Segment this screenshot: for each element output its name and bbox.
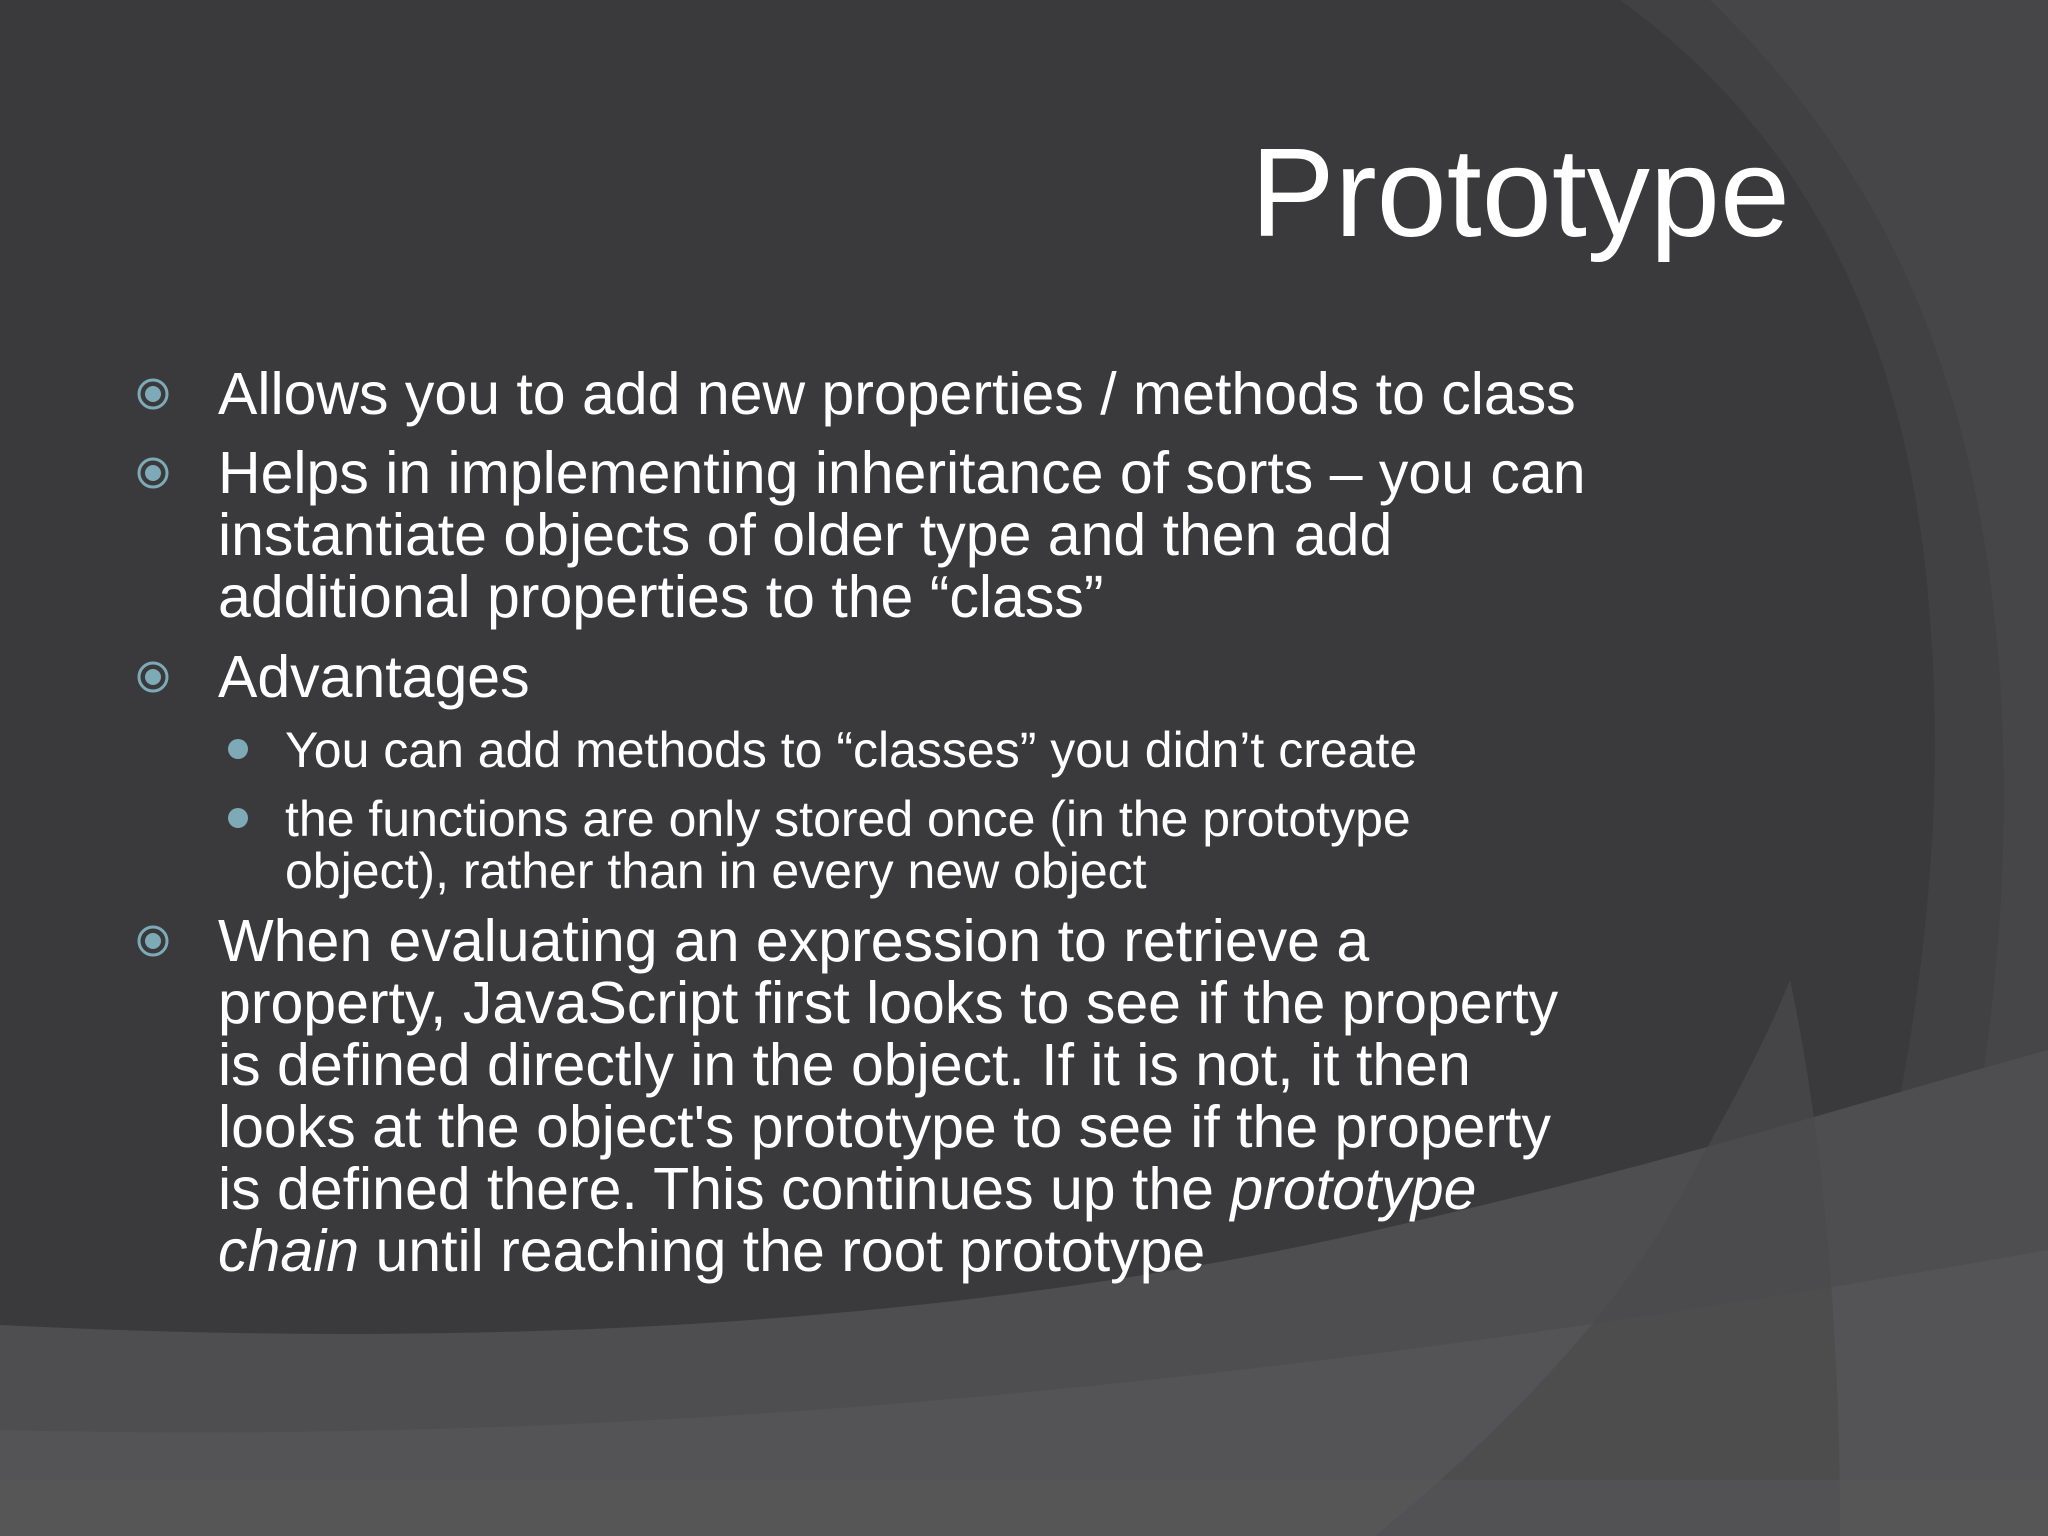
- slide-title: Prototype: [1250, 122, 1790, 263]
- bullet-text-line: When evaluating an expression to retrieve a: [218, 908, 1370, 974]
- target-circle-icon: [136, 456, 170, 490]
- line-prefix: is defined there. This continues up the: [218, 1156, 1231, 1222]
- line-suffix: until reaching the root prototype: [359, 1218, 1206, 1284]
- bullet-item: [218, 910, 1558, 1282]
- bullet-item: [218, 646, 530, 708]
- bullet-text: Allows you to add new properties / methods to class: [218, 361, 1576, 427]
- bullet-text-line: looks at the object's prototype to see if the property: [218, 1094, 1551, 1160]
- bullet-text-line: property, JavaScript first looks to see if the property: [218, 970, 1559, 1036]
- target-circle-icon: [136, 924, 170, 958]
- bullet-text-line: Helps in implementing inheritance of sorts – you can: [218, 440, 1586, 506]
- italic-term: prototype: [1230, 1156, 1477, 1222]
- target-circle-icon: [136, 377, 170, 411]
- bullet-item: [218, 363, 1576, 425]
- sub-bullet-text: You can add methods to “classes” you didn’t create: [285, 722, 1418, 778]
- dot-icon: [228, 808, 248, 828]
- sub-bullet-item: [285, 724, 1417, 776]
- bullet-text-line: [218, 1158, 1558, 1220]
- bullet-text-line: is defined directly in the object. If it is not, it then: [218, 1032, 1471, 1098]
- sub-bullet-text-line: the functions are only stored once (in the prototype: [285, 791, 1411, 847]
- bullet-text-line: additional properties to the “class”: [218, 564, 1104, 630]
- bullet-text-line: [218, 1220, 1558, 1282]
- sub-bullet-text-line: object), rather than in every new object: [285, 843, 1147, 899]
- dot-icon: [228, 739, 248, 759]
- target-circle-icon: [136, 660, 170, 694]
- sub-bullet-item: [285, 793, 1411, 897]
- bullet-text-line: instantiate objects of older type and then add: [218, 502, 1393, 568]
- bullet-text: Advantages: [218, 644, 530, 710]
- italic-term: chain: [218, 1218, 360, 1284]
- bullet-item: [218, 442, 1586, 628]
